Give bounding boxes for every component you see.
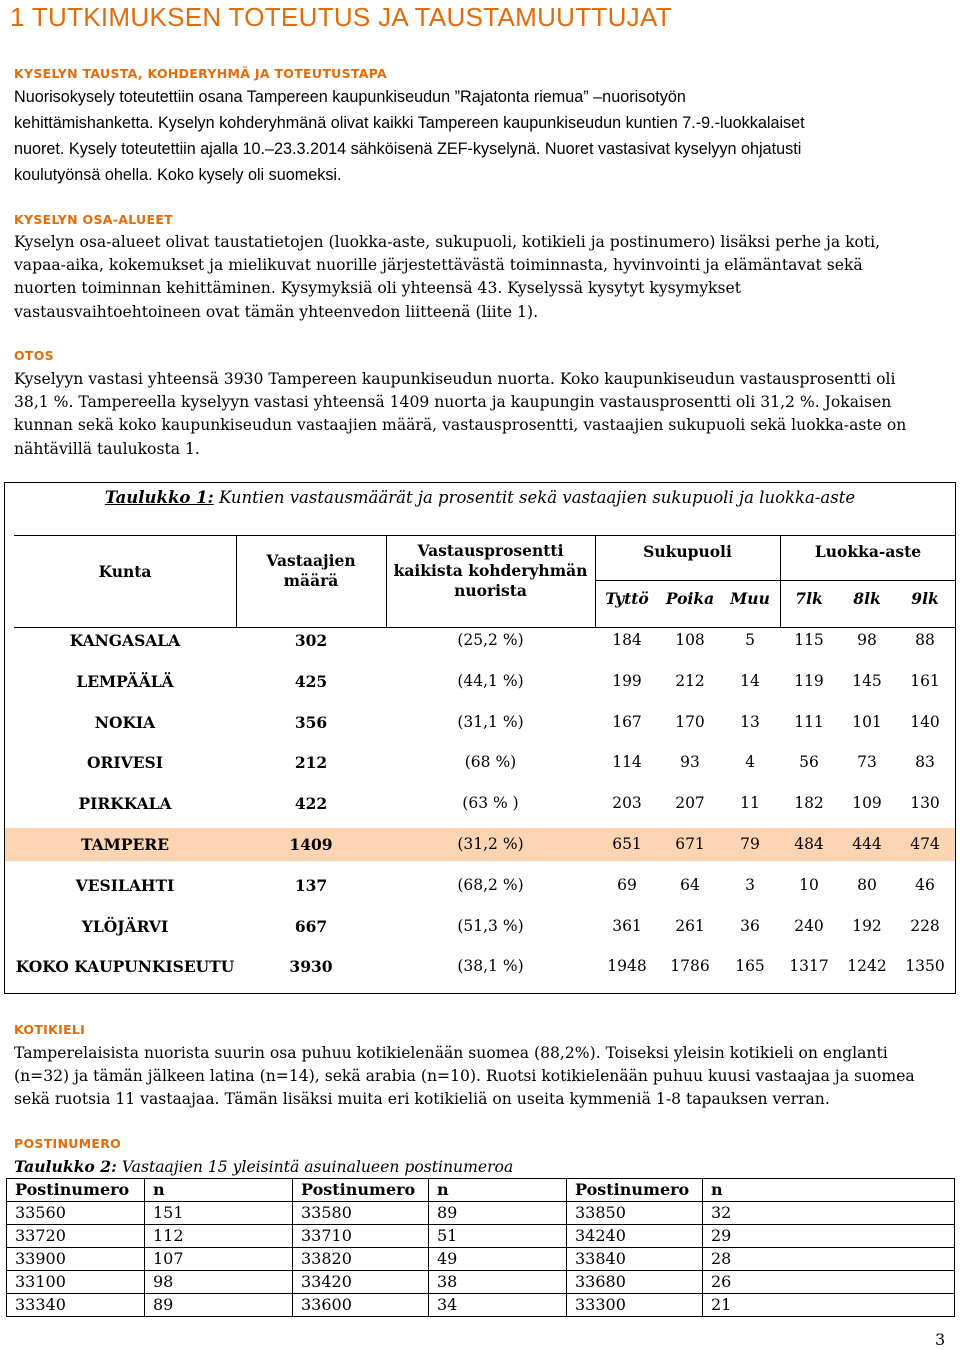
cell-tytto: 1948 xyxy=(607,957,647,976)
cell-muu: 79 xyxy=(740,835,760,853)
cell-9lk: 130 xyxy=(910,794,940,813)
subheader-tytto: Tyttö xyxy=(605,589,649,608)
table2-cell: 33600 xyxy=(293,1294,429,1317)
table2-row xyxy=(7,1248,955,1271)
table2-cell: 33560 xyxy=(7,1202,145,1225)
cell-vastaajien-maara: 667 xyxy=(294,916,328,936)
cell-7lk: 111 xyxy=(794,712,824,731)
table2-cell: 28 xyxy=(703,1248,955,1271)
cell-8lk: 145 xyxy=(852,671,882,690)
table2-cell: 33710 xyxy=(293,1225,429,1248)
cell-kunta: ORIVESI xyxy=(87,753,163,773)
cell-vastaajien-maara: 212 xyxy=(294,753,328,773)
cell-tytto: 361 xyxy=(612,916,642,935)
col-header-sukupuoli: Sukupuoli xyxy=(643,542,732,561)
table2-cell: 33680 xyxy=(567,1271,703,1294)
subheader-muu: Muu xyxy=(730,589,770,608)
cell-7lk: 182 xyxy=(794,794,824,813)
cell-tytto: 114 xyxy=(612,753,642,772)
paragraph-line: Kyselyn osa-alueet olivat taustatietojen (luokka-aste, sukupuoli, kotikieli ja postinumero) lisäksi perhe ja koti, xyxy=(14,233,881,251)
paragraph-line: nuorten toiminnan kehittäminen. Kysymyksiä oli yhteensä 43. Kyselyssä kysytyt kysymykset xyxy=(14,279,742,298)
cell-muu: 4 xyxy=(745,753,755,772)
section-title-tausta: KYSELYN TAUSTA, KOHDERYHMÄ JA TOTEUTUSTAPA xyxy=(14,66,388,81)
table2-caption xyxy=(14,1157,513,1176)
cell-poika: 207 xyxy=(675,794,705,813)
table1-caption-label: Taulukko 1: xyxy=(104,488,214,507)
section-title-osa-alueet: KYSELYN OSA-ALUEET xyxy=(14,212,174,227)
cell-vastausprosentti: (68,2 %) xyxy=(457,875,524,894)
section-title-kotikieli: KOTIKIELI xyxy=(14,1022,86,1037)
table2-cell: 34 xyxy=(429,1294,567,1317)
cell-8lk: 1242 xyxy=(847,957,887,976)
paragraph-line: Tamperelaisista nuorista suurin osa puhuu kotikielenään suomea (88,2%). Toiseksi yleisin kotikieli on englanti xyxy=(14,1044,888,1062)
cell-9lk: 140 xyxy=(910,712,940,731)
table2-cell: 34240 xyxy=(567,1225,703,1248)
table2-cell: 33820 xyxy=(293,1248,429,1271)
cell-7lk: 240 xyxy=(794,916,824,935)
cell-8lk: 101 xyxy=(852,712,882,731)
cell-7lk: 484 xyxy=(794,835,824,853)
subheader-8lk: 8lk xyxy=(853,589,881,608)
table2-cell: 112 xyxy=(145,1225,293,1248)
cell-kunta: YLÖJÄRVI xyxy=(81,916,169,936)
table2-header-cell: n xyxy=(429,1179,567,1202)
table2-cell: 32 xyxy=(703,1202,955,1225)
cell-muu: 5 xyxy=(745,631,755,649)
cell-8lk: 73 xyxy=(857,753,877,772)
table2-cell: 33720 xyxy=(7,1225,145,1248)
cell-9lk: 83 xyxy=(915,753,935,772)
cell-vastausprosentti: (68 %) xyxy=(464,753,517,772)
cell-vastausprosentti: (31,2 %) xyxy=(457,835,524,853)
table2-cell: 107 xyxy=(145,1248,293,1271)
paragraph-line: koulutyönsä ohella. Koko kysely oli suomeksi. xyxy=(14,166,342,184)
table2 xyxy=(6,1178,955,1317)
section-title-postinumero: POSTINUMERO xyxy=(14,1136,122,1151)
cell-vastaajien-maara: 356 xyxy=(294,712,328,732)
cell-7lk: 56 xyxy=(799,753,819,772)
cell-7lk: 115 xyxy=(794,631,824,649)
subheader-poika: Poika xyxy=(665,589,715,608)
paragraph-line: vastausvaihtoehtoineen ovat tämän yhteenvedon liitteenä (liite 1). xyxy=(14,302,539,321)
table2-cell: 33100 xyxy=(7,1271,145,1294)
table2-cell: 151 xyxy=(145,1202,293,1225)
cell-tytto: 184 xyxy=(612,631,642,649)
cell-poika: 1786 xyxy=(670,957,710,976)
table2-row xyxy=(7,1294,955,1317)
cell-poika: 108 xyxy=(675,631,705,649)
cell-tytto: 167 xyxy=(612,712,642,731)
paragraph-line: vapaa-aika, kokemukset ja mielikuvat nuorille järjestettävästä toiminnasta, hyvinvointi ja elämäntavat sekä xyxy=(14,256,863,275)
cell-9lk: 228 xyxy=(910,916,940,935)
page-number: 3 xyxy=(935,1330,946,1349)
cell-vastaajien-maara: 425 xyxy=(294,671,328,691)
cell-vastaajien-maara: 302 xyxy=(294,631,328,650)
table2-row xyxy=(7,1225,955,1248)
paragraph-line: Kyselyyn vastasi yhteensä 3930 Tampereen kaupunkiseudun nuorta. Koko kaupunkiseudun vastausprosentti oli xyxy=(14,370,896,388)
cell-vastausprosentti: (38,1 %) xyxy=(457,957,524,976)
paragraph-line: Nuorisokysely toteutettiin osana Tampereen kaupunkiseudun ”Rajatonta riemua” –nuorisotyön xyxy=(14,88,686,106)
table2-cell: 21 xyxy=(703,1294,955,1317)
cell-kunta: LEMPÄÄLÄ xyxy=(76,671,174,691)
cell-tytto: 203 xyxy=(612,794,642,813)
cell-kunta: KOKO KAUPUNKISEUTU xyxy=(15,957,235,977)
chapter-heading: 1 TUTKIMUKSEN TOTEUTUS JA TAUSTAMUUTTUJAT xyxy=(10,2,672,32)
cell-poika: 671 xyxy=(675,835,705,853)
cell-vastausprosentti: (51,3 %) xyxy=(457,916,524,935)
table2-header-cell: n xyxy=(703,1179,955,1202)
table2-cell: 98 xyxy=(145,1271,293,1294)
col-header-line: Vastaajien xyxy=(266,551,356,570)
table1-caption xyxy=(0,488,960,507)
cell-poika: 64 xyxy=(680,875,700,894)
paragraph-line: (n=32) ja tämän jälkeen latina (n=14), sekä arabia (n=10). Ruotsi kotikielenään puhuu kuusi vastaajaa ja suomea xyxy=(14,1067,915,1086)
cell-7lk: 1317 xyxy=(789,957,829,976)
cell-kunta: PIRKKALA xyxy=(78,794,172,814)
cell-tytto: 69 xyxy=(617,875,637,894)
table2-cell: 89 xyxy=(145,1294,293,1317)
cell-vastausprosentti: (44,1 %) xyxy=(457,671,524,690)
table2-row xyxy=(7,1202,955,1225)
section-title-otos: OTOS xyxy=(14,348,54,363)
col-header-vastausprosentti xyxy=(386,541,595,601)
cell-vastaajien-maara: 1409 xyxy=(289,835,333,854)
cell-8lk: 192 xyxy=(852,916,882,935)
cell-9lk: 1350 xyxy=(905,957,945,976)
cell-9lk: 88 xyxy=(915,631,935,649)
cell-8lk: 444 xyxy=(852,835,882,853)
paragraph-osa-alueet xyxy=(14,231,946,324)
paragraph-otos xyxy=(14,368,946,461)
cell-kunta: VESILAHTI xyxy=(75,875,175,895)
cell-muu: 14 xyxy=(740,671,760,690)
table2-cell: 26 xyxy=(703,1271,955,1294)
table2-cell: 33300 xyxy=(567,1294,703,1317)
table2-cell: 38 xyxy=(429,1271,567,1294)
col-header-line: kaikista kohderyhmän xyxy=(393,561,588,580)
cell-poika: 261 xyxy=(675,916,705,935)
table2-row xyxy=(7,1271,955,1294)
cell-tytto: 199 xyxy=(612,671,642,690)
subheader-9lk: 9lk xyxy=(911,589,939,608)
paragraph-line: kehittämishanketta. Kyselyn kohderyhmänä olivat kaikki Tampereen kaupunkiseudun kuntien 7.-9.-luokkalaiset xyxy=(14,114,805,132)
table1-rule xyxy=(595,580,956,581)
paragraph-line: nähtävillä taulukosta 1. xyxy=(14,439,200,458)
table2-header-cell: Postinumero xyxy=(567,1179,703,1202)
paragraph-line: 38,1 %. Tampereella kyselyyn vastasi yhteensä 1409 nuorta ja kaupungin vastausprosentti oli 31,2 %. Jokaisen xyxy=(14,393,892,412)
table2-cell: 49 xyxy=(429,1248,567,1271)
cell-vastausprosentti: (25,2 %) xyxy=(457,631,524,649)
table2-cell: 33580 xyxy=(293,1202,429,1225)
col-header-vastaajien-maara xyxy=(236,551,386,591)
cell-vastaajien-maara: 3930 xyxy=(289,957,333,977)
paragraph-kotikieli xyxy=(14,1042,946,1112)
cell-muu: 11 xyxy=(740,794,760,813)
cell-8lk: 109 xyxy=(852,794,882,813)
table1-caption-text: Kuntien vastausmäärät ja prosentit sekä vastaajien sukupuoli ja luokka-aste xyxy=(213,488,856,507)
table2-header-cell: Postinumero xyxy=(293,1179,429,1202)
cell-kunta: NOKIA xyxy=(94,712,156,732)
paragraph-line: nuoret. Kysely toteutettiin ajalla 10.–23.3.2014 sähköisenä ZEF-kyselynä. Nuoret vastasivat kyselyyn ohjatusti xyxy=(14,140,802,158)
table2-caption-text: Vastaajien 15 yleisintä asuinalueen postinumeroa xyxy=(116,1158,514,1176)
table2-header-row xyxy=(7,1179,955,1202)
col-header-line: määrä xyxy=(283,571,339,590)
table1-rule xyxy=(14,535,956,536)
table2-cell: 33840 xyxy=(567,1248,703,1271)
cell-muu: 13 xyxy=(740,712,760,731)
cell-tytto: 651 xyxy=(612,835,642,853)
cell-8lk: 98 xyxy=(857,631,877,649)
paragraph-line: sekä ruotsia 11 vastaajaa. Tämän lisäksi muita eri kotikieliä on useita kymmeniä 1-8 tapauksen verran. xyxy=(14,1090,830,1109)
table2-header-cell: Postinumero xyxy=(7,1179,145,1202)
table2-cell: 51 xyxy=(429,1225,567,1248)
cell-vastausprosentti: (31,1 %) xyxy=(457,712,524,731)
table2-body xyxy=(7,1179,955,1317)
cell-vastausprosentti: (63 % ) xyxy=(462,794,519,813)
cell-9lk: 161 xyxy=(910,671,940,690)
table2-cell: 29 xyxy=(703,1225,955,1248)
table2-cell: 33420 xyxy=(293,1271,429,1294)
cell-8lk: 80 xyxy=(857,875,877,894)
table2-header-cell: n xyxy=(145,1179,293,1202)
cell-vastaajien-maara: 137 xyxy=(294,875,328,895)
cell-7lk: 10 xyxy=(799,875,819,894)
table2-cell: 33850 xyxy=(567,1202,703,1225)
cell-muu: 36 xyxy=(740,916,760,935)
paragraph-line: kunnan sekä koko kaupunkiseudun vastaajien määrä, vastausprosentti, vastaajien sukupuoli sekä luokka-aste on xyxy=(14,416,907,435)
table2-caption-label: Taulukko 2: xyxy=(14,1157,117,1176)
cell-kunta: TAMPERE xyxy=(80,835,170,854)
col-header-line: nuorista xyxy=(454,581,527,600)
subheader-7lk: 7lk xyxy=(795,589,823,608)
col-header-kunta: Kunta xyxy=(98,562,152,581)
paragraph-tausta xyxy=(14,84,946,188)
table2-cell: 33340 xyxy=(7,1294,145,1317)
cell-7lk: 119 xyxy=(794,671,824,690)
cell-kunta: KANGASALA xyxy=(69,631,181,650)
cell-muu: 3 xyxy=(745,875,755,894)
cell-muu: 165 xyxy=(735,957,765,976)
table2-cell: 33900 xyxy=(7,1248,145,1271)
cell-vastaajien-maara: 422 xyxy=(294,794,328,814)
col-header-line: Vastausprosentti xyxy=(417,541,564,560)
cell-poika: 170 xyxy=(675,712,705,731)
col-header-luokka-aste: Luokka-aste xyxy=(814,542,922,561)
cell-9lk: 474 xyxy=(910,835,940,853)
cell-poika: 212 xyxy=(675,671,705,690)
cell-9lk: 46 xyxy=(915,875,935,894)
table2-cell: 89 xyxy=(429,1202,567,1225)
cell-poika: 93 xyxy=(680,753,700,772)
